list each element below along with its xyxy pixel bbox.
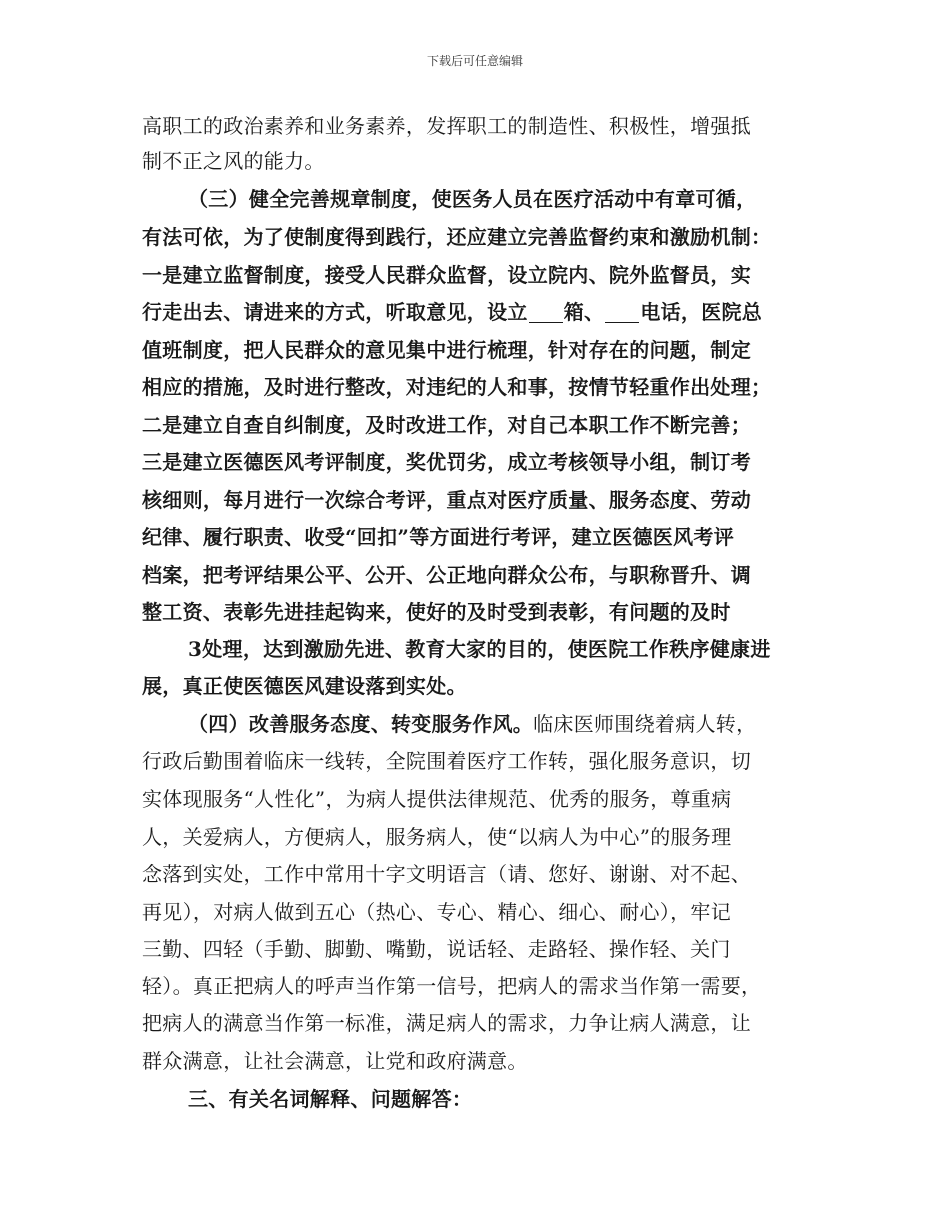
blank-underline	[529, 302, 563, 323]
section-three-heading: （三）健全完善规章制度，使医务人员在医疗活动中有章可循，	[188, 187, 757, 211]
body-line-with-blanks	[142, 297, 822, 327]
body-line: 核细则，每月进行一次综合考评，重点对医疗质量、服务态度、劳动	[142, 488, 751, 512]
body-line: 档案，把考评结果公平、公开、公正地向群众公布，与职称晋升、调	[142, 563, 751, 587]
line-segment: 电话，医院总	[640, 300, 763, 324]
body-line: 行政后勤围着临床一线转，全院围着医疗工作转，强化服务意识，切	[142, 749, 751, 773]
blank-underline	[605, 302, 639, 323]
body-line: 3处理，达到激励先进、教育大家的目的，使医院工作秩序健康进	[188, 637, 771, 661]
body-line: 三是建立医德医风考评制度，奖优罚劣，成立考核领导小组，制订考	[142, 450, 751, 474]
body-line: 有法可依，为了使制度得到践行，还应建立完善监督约束和激励机制：	[142, 225, 772, 249]
body-line: 念落到实处，工作中常用十字文明语言（请、您好、谢谢、对不起、	[142, 862, 751, 886]
page-header: 下载后可任意编辑	[426, 54, 523, 68]
body-line: 相应的措施，及时进行整改，对违纪的人和事，按情节轻重作出处理；	[142, 375, 772, 399]
body-line: 整工资、表彰先进挂起钩来，使好的及时受到表彰，有问题的及时	[142, 600, 731, 624]
body-line: 纪律、履行职责、收受“回扣”等方面进行考评，建立医德医风考评	[142, 525, 735, 549]
body-line: 三勤、四轻（手勤、脚勤、嘴勤，说话轻、走路轻、操作轻、关门	[142, 937, 731, 961]
body-line: 把病人的满意当作第一标准，满足病人的需求，力争让病人满意，让	[142, 1011, 751, 1035]
body-line: 人，关爱病人，方便病人，服务病人，使“以病人为中心”的服务理	[142, 825, 732, 849]
body-line: 展，真正使医德医风建设落到实处。	[142, 674, 467, 698]
section-four-heading-line	[188, 709, 828, 739]
body-line: 群众满意，让社会满意，让党和政府满意。	[142, 1049, 528, 1073]
body-line: 二是建立自查自纠制度，及时改进工作，对自己本职工作不断完善；	[142, 413, 751, 437]
line-segment: 箱、	[563, 300, 605, 324]
body-line: 再见），对病人做到五心（热心、专心、精心、细心、耐心），牢记	[142, 900, 731, 924]
body-line: 制不正之风的能力。	[142, 149, 325, 173]
line-segment: 行走出去、请进来的方式，听取意见，设立	[142, 300, 528, 324]
body-line: 高职工的政治素养和业务素养，发挥职工的制造性、积极性，增强抵	[142, 114, 751, 138]
body-line: 一是建立监督制度，接受人民群众监督，设立院内、院外监督员，实	[142, 263, 751, 287]
section-heading-terms: 三、有关名词解释、问题解答：	[188, 1087, 473, 1111]
body-line: 实体现服务“人性化”，为病人提供法律规范、优秀的服务，尊重病	[142, 787, 732, 811]
body-line: 值班制度，把人民群众的意见集中进行梳理，针对存在的问题，制定	[142, 338, 751, 362]
body-line: 轻）。真正把病人的呼声当作第一信号，把病人的需求当作第一需要，	[142, 974, 762, 998]
line-segment: 临床医师围绕着病人转，	[533, 712, 757, 736]
section-four-heading: （四）改善服务态度、转变服务作风。	[188, 712, 534, 736]
